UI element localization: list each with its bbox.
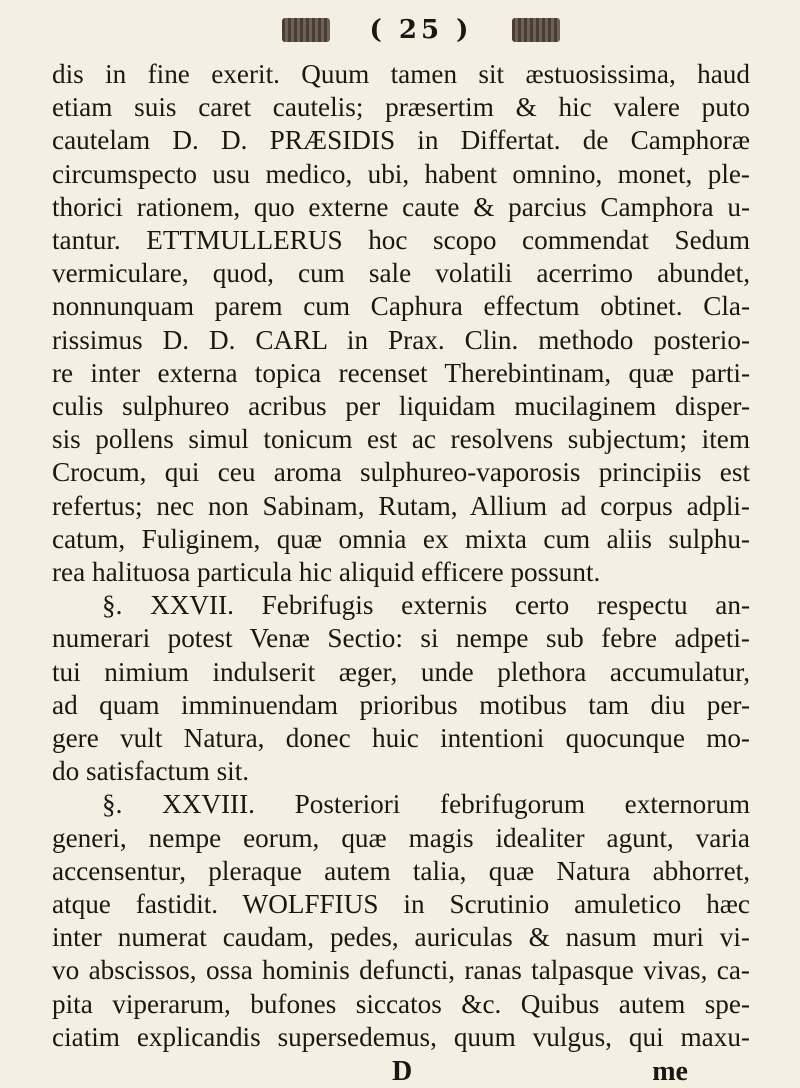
body-text [52, 58, 750, 1054]
text-line: dis in fine exerit. Quum tamen sit æstuosissima, haud [52, 59, 750, 89]
text-line: atque fastidit. WOLFFIUS in Scrutinio amuletico hæc [52, 889, 750, 920]
page-header [92, 8, 750, 52]
text-line: culis sulphureo acribus per liquidam mucilaginem disper- [52, 391, 750, 422]
left-ornament-icon [282, 18, 330, 42]
text-line: tantur. ETTMULLERUS hoc scopo commendat Sedum [52, 225, 750, 256]
text-line: tui nimium indulserit æger, unde plethora accumulatur, [52, 656, 750, 687]
text-line: etiam suis caret cautelis; præsertim & hic valere puto [52, 92, 750, 123]
right-ornament-icon [512, 18, 560, 42]
text-line: inter numerat caudam, pedes, auriculas & nasum muri vi- [52, 922, 750, 953]
text-line: nonnunquam parem cum Caphura effectum obtinet. Cla- [52, 291, 750, 322]
text-line: ciatim explicandis supersedemus, quum vulgus, qui maxu- [52, 1021, 750, 1052]
text-line: sis pollens simul tonicum est ac resolvens subjectum; item [52, 424, 750, 455]
text-line: accensentur, pleraque autem talia, quæ Natura abhorret, [52, 855, 750, 886]
page-number: ( 25 ) [369, 15, 473, 45]
section-heading-line: §. XXVII. Febrifugis externis certo respectu an- [102, 590, 750, 621]
text-line: cautelam D. D. PRÆSIDIS in Differtat. de Camphoræ [52, 125, 750, 156]
text-line: vo abscissos, ossa hominis defuncti, ranas talpasque vivas, ca- [52, 955, 750, 986]
catchword: me [652, 1056, 688, 1088]
page-footer [52, 1056, 750, 1088]
text-line: catum, Fuliginem, quæ omnia ex mixta cum aliis sulphu- [52, 523, 750, 554]
text-line: rea halituosa particula hic aliquid efficere possunt. [52, 557, 601, 588]
text-line: gere vult Natura, donec huic intentioni quocunque mo- [52, 723, 750, 754]
text-line: thorici rationem, quo externe caute & parcius Camphora u- [52, 191, 750, 222]
text-line: refertus; nec non Sabinam, Rutam, Allium ad corpus adpli- [52, 490, 750, 521]
text-line: ad quam imminuendam prioribus motibus tam diu per- [52, 689, 750, 720]
section-heading-line: §. XXVIII. Posteriori febrifugorum externorum [102, 789, 750, 820]
text-line: Crocum, qui ceu aroma sulphureo-vaporosis principiis est [52, 457, 750, 488]
text-line: rissimus D. D. CARL in Prax. Clin. methodo posterio- [52, 324, 750, 355]
text-line: generi, nempe eorum, quæ magis idealiter agunt, varia [52, 822, 750, 853]
text-line: re inter externa topica recenset Therebintinam, quæ parti- [52, 357, 750, 388]
text-line: numerari potest Venæ Sectio: si nempe sub febre adpeti- [52, 623, 750, 654]
text-line: do satisfactum sit. [52, 756, 250, 787]
text-line: pita viperarum, bufones siccatos &c. Quibus autem spe- [52, 988, 750, 1019]
text-line: circumspecto usu medico, ubi, habent omnino, monet, ple- [52, 158, 750, 189]
text-line: vermiculare, quod, cum sale volatili acerrimo abundet, [52, 258, 750, 289]
signature-mark: D [392, 1056, 413, 1088]
